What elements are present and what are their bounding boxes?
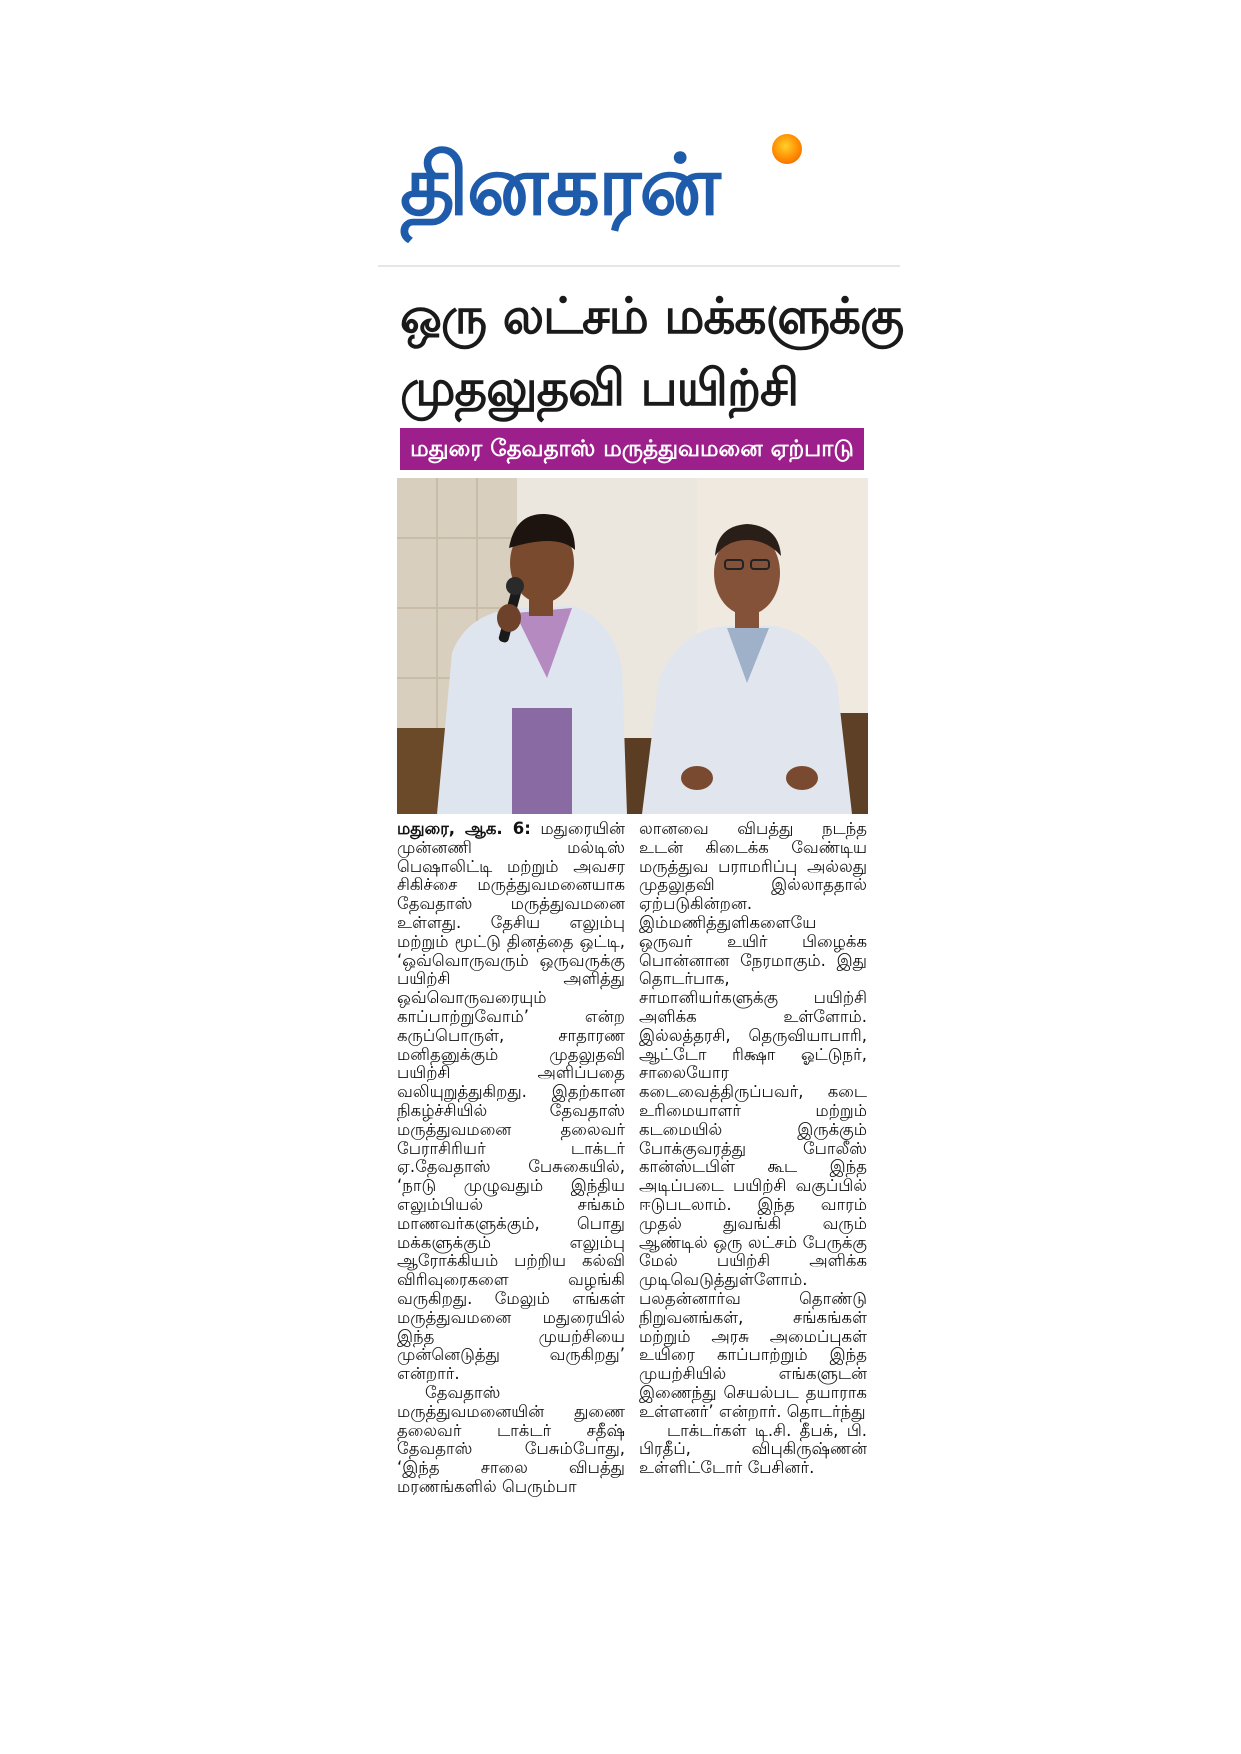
article-paragraph [397, 820, 625, 1384]
article-text: மதுரையின் முன்னணி மல்டிஸ் பெஷாலிட்டி மற்றும் அவசர சிகிச்சை மருத்துவமனையாக தேவதாஸ் மருத்துவமனை உள்ளது. தேசிய எலும்பு மற்றும் மூட்டு தினத்தை ஒட்டி, ‘ஒவ்வொருவரும் ஒருவருக்கு பயிற்சி அளித்து ஒவ்வொருவரையும் காப்பாற்றுவோம்’ என்ற கருப்பொருள், சாதாரண மனிதனுக்கும் முதலுதவி பயிற்சி அளிப்பதை வலியுறுத்துகிறது. இதற்கான நிகழ்ச்சியில் தேவதாஸ் மருத்துவமனை தலைவர் பேராசிரியர் டாக்டர் ஏ.தேவதாஸ் பேசுகையில், ‘நாடு முழுவதும் இந்திய எலும்பியல் சங்கம் மாணவர்களுக்கும், பொது மக்களுக்கும் எலும்பு ஆரோக்கியம் பற்றிய கல்வி விரிவுரைகளை வழங்கி வருகிறது. மேலும் எங்கள் மருத்துவமனை மதுரையில் இந்த முயற்சியை முன்னெடுத்து வருகிறது’ என்றார். [397, 819, 626, 1384]
headline-line-2: முதலுதவி பயிற்சி [400, 359, 799, 417]
article-column-left [397, 820, 625, 1497]
subhead-banner: மதுரை தேவதாஸ் மருத்துவமனை ஏற்பாடு [400, 428, 864, 470]
press-photo [397, 478, 868, 814]
dateline: மதுரை, ஆக. 6: [397, 819, 531, 838]
press-photo-icon [397, 478, 868, 814]
article-paragraph: டாக்டர்கள் டி.சி. தீபக், பி. பிரதீப், விபுகிருஷ்ணன் உள்ளிட்டோர் பேசினர். [639, 1420, 867, 1478]
headline-line-1: ஒரு லட்சம் மக்களுக்கு [400, 287, 904, 345]
headline [400, 280, 904, 424]
masthead-title: தினகரன் [400, 136, 719, 234]
article-column-right [639, 820, 867, 1478]
masthead-logo [400, 130, 840, 250]
article-paragraph: லானவை விபத்து நடந்த உடன் கிடைக்க வேண்டிய மருத்துவ பராமரிப்பு அல்லது முதலுதவி இல்லாததால் ஏற்படுகின்றன. இம்மணித்துளிகளையே ஒருவர் உயிர் பிழைக்க பொன்னான நேரமாகும். இது தொடர்பாக, சாமானியர்களுக்கு பயிற்சி அளிக்க உள்ளோம். இல்லத்தரசி, தெருவியாபாரி, ஆட்டோ ரிக்ஷா ஓட்டுநர், சாலையோர கடைவைத்திருப்பவர், கடை உரிமையாளர் மற்றும் கடமையில் இருக்கும் போக்குவரத்து போலீஸ் கான்ஸ்டபிள் கூட இந்த அடிப்படை பயிற்சி வகுப்பில் ஈடுபடலாம். இந்த வாரம் முதல் துவங்கி வரும் ஆண்டில் ஒரு லட்சம் பேருக்கு மேல் பயிற்சி அளிக்க முடிவெடுத்துள்ளோம். பலதன்னார்வ தொண்டு நிறுவனங்கள், சங்கங்கள் மற்றும் அரசு அமைப்புகள் உயிரை காப்பாற்றும் இந்த முயற்சியில் எங்களுடன் இணைந்து செயல்பட தயாராக உள்ளனர்’ என்றார். தொடர்ந்து [639, 819, 867, 1421]
article-paragraph: தேவதாஸ் மருத்துவமனையின் துணை தலைவர் டாக்டர் சதீஷ் தேவதாஸ் பேசும்போது, ‘இந்த சாலை விபத்து மரணங்களில் பெரும்பா [397, 1382, 625, 1496]
sun-icon [772, 134, 802, 164]
clipping-divider [378, 265, 900, 267]
